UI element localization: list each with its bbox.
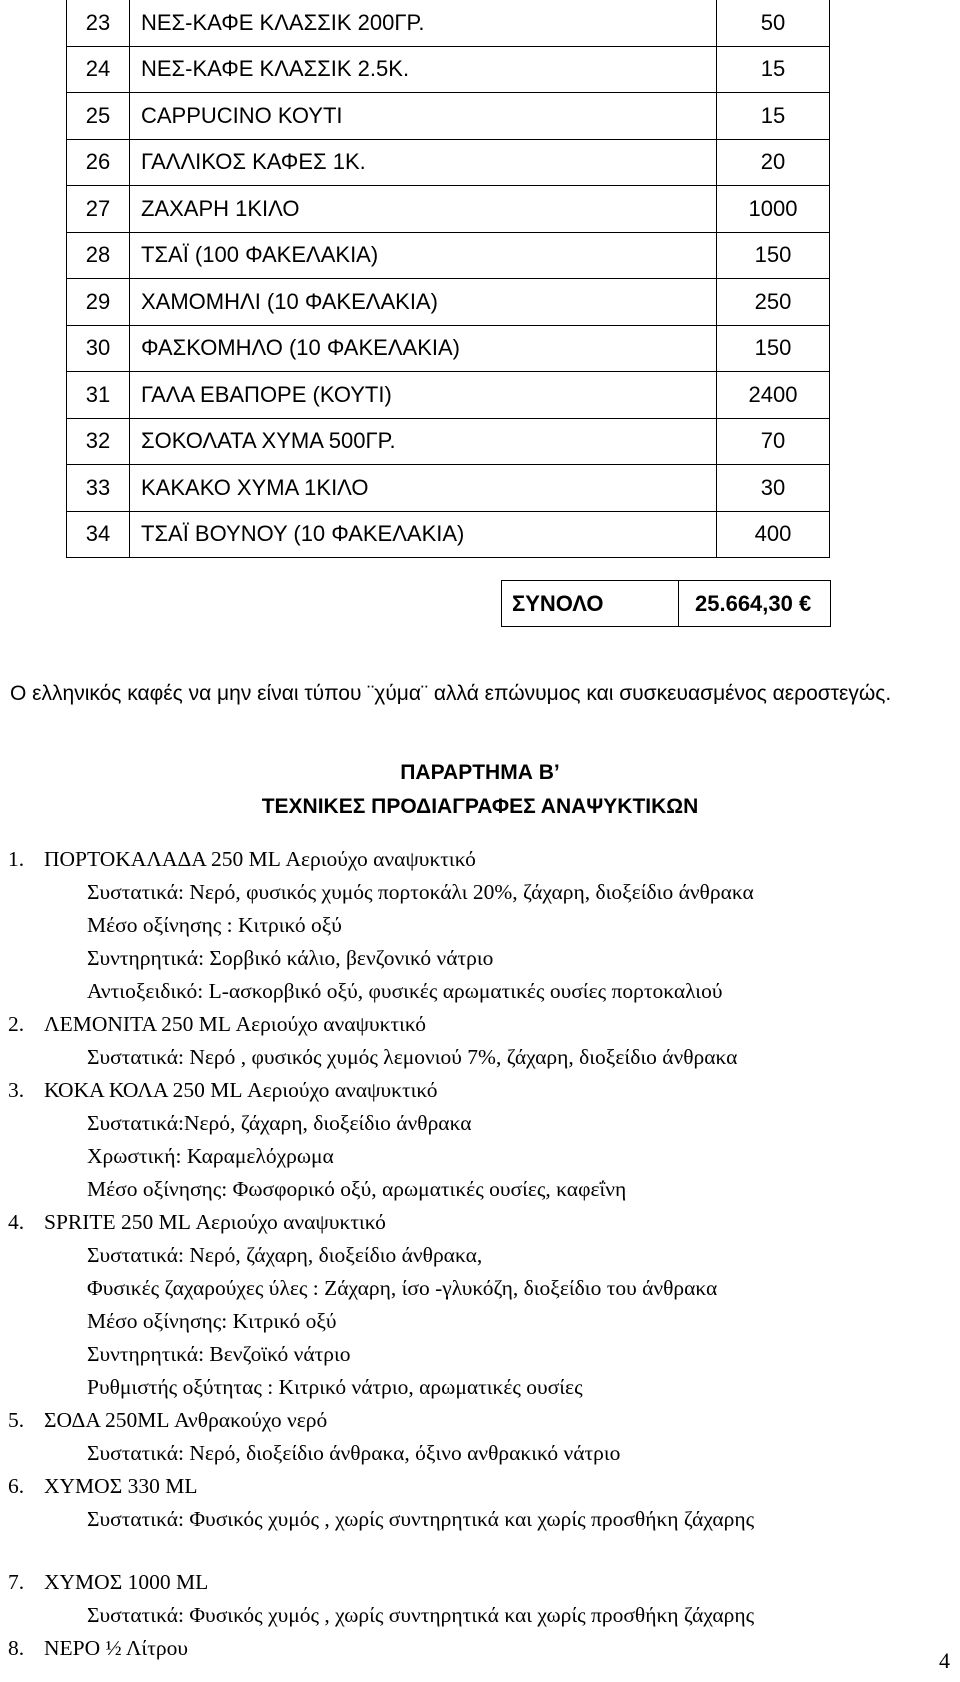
spec-item-title-text: ΧΥΜΟΣ 1000 ML <box>44 1570 209 1594</box>
spec-item-title <box>8 1206 953 1239</box>
item-name: ΤΣΑΪ ΒΟΥΝΟΥ (10 ΦΑΚΕΛΑΚΙΑ) <box>130 511 717 558</box>
spec-detail-line: Χρωστική: Καραμελόχρωμα <box>87 1144 334 1168</box>
spec-item-number: 2. <box>8 1012 25 1036</box>
item-name: ΖΑΧΑΡΗ 1ΚΙΛΟ <box>130 186 717 233</box>
table-row <box>67 93 830 140</box>
spec-detail-line: Συστατικά: Φυσικός χυμός , χωρίς συντηρητικά και χωρίς προσθήκη ζάχαρης <box>87 1603 755 1627</box>
appendix-subtitle: ΤΕΧΝΙΚΕΣ ΠΡΟΔΙΑΓΡΑΦΕΣ ΑΝΑΨΥΚΤΙΚΩΝ <box>261 795 699 818</box>
item-quantity: 1000 <box>717 186 830 233</box>
spec-item-title <box>8 1008 953 1041</box>
item-quantity: 20 <box>717 139 830 186</box>
item-number: 23 <box>67 0 130 46</box>
table-row <box>67 511 830 558</box>
page-number: 4 <box>939 1648 950 1673</box>
item-number: 24 <box>67 46 130 93</box>
coffee-note: Ο ελληνικός καφές να μην είναι τύπου ¨χύμα¨ αλλά επώνυμος και συσκευασμένος αεροστεγώς. <box>10 682 892 705</box>
item-quantity: 2400 <box>717 372 830 419</box>
item-name: ΝΕΣ-ΚΑΦΕ ΚΛΑΣΣΙΚ 2.5Κ. <box>130 46 717 93</box>
item-name: ΝΕΣ-ΚΑΦΕ ΚΛΑΣΣΙΚ 200ΓΡ. <box>130 0 717 46</box>
item-number: 31 <box>67 372 130 419</box>
table-row <box>67 325 830 372</box>
total-value: 25.664,30 € <box>695 590 812 616</box>
spec-detail-line: Συντηρητικά: Σορβικό κάλιο, βενζονικό νάτριο <box>87 946 494 970</box>
spec-item-title <box>8 1632 953 1665</box>
table-row <box>67 418 830 465</box>
spec-detail-line: Συστατικά: Νερό, ζάχαρη, διοξείδιο άνθρακα, <box>87 1243 483 1267</box>
table-row <box>67 0 830 46</box>
item-number: 25 <box>67 93 130 140</box>
item-name: ΚΑΚΑΚΟ ΧΥΜΑ 1ΚΙΛΟ <box>130 465 717 512</box>
table-row <box>67 46 830 93</box>
items-table <box>66 0 830 558</box>
total-label: ΣΥΝΟΛΟ <box>502 581 679 626</box>
spec-detail-line: Συστατικά: Νερό, διοξείδιο άνθρακα, όξινο ανθρακικό νάτριο <box>87 1441 621 1465</box>
spec-item-number: 4. <box>8 1210 25 1234</box>
item-name: ΧΑΜΟΜΗΛΙ (10 ΦΑΚΕΛΑΚΙΑ) <box>130 279 717 326</box>
spec-item-title-text: ΧΥΜΟΣ 330 ML <box>44 1474 198 1498</box>
spec-detail-line: Συστατικά: Νερό, φυσικός χυμός πορτοκάλι 20%, ζάχαρη, διοξείδιο άνθρακα <box>87 880 754 904</box>
item-name: ΤΣΑΪ (100 ΦΑΚΕΛΑΚΙΑ) <box>130 232 717 279</box>
table-row <box>67 232 830 279</box>
spec-detail-line: Ρυθμιστής οξύτητας : Κιτρικό νάτριο, αρωματικές ουσίες <box>87 1375 583 1399</box>
item-quantity: 250 <box>717 279 830 326</box>
item-quantity: 70 <box>717 418 830 465</box>
table-row <box>67 139 830 186</box>
spec-item-title-text: SPRITE 250 ML Αεριούχο αναψυκτικό <box>44 1210 386 1234</box>
spec-item-title <box>8 1404 953 1437</box>
item-name: CAPPUCINO ΚΟΥΤΙ <box>130 93 717 140</box>
item-quantity: 150 <box>717 232 830 279</box>
spec-item-title-text: ΚΟΚΑ ΚΟΛΑ 250 ML Αεριούχο αναψυκτικό <box>44 1078 438 1102</box>
spec-detail-line: Συντηρητικά: Βενζοϊκό νάτριο <box>87 1342 351 1366</box>
item-number: 30 <box>67 325 130 372</box>
item-name: ΓΑΛΑ ΕΒΑΠΟΡΕ (ΚΟΥΤΙ) <box>130 372 717 419</box>
item-number: 32 <box>67 418 130 465</box>
item-number: 33 <box>67 465 130 512</box>
item-quantity: 50 <box>717 0 830 46</box>
spec-item-title <box>8 843 953 876</box>
item-number: 28 <box>67 232 130 279</box>
spec-item-title <box>8 1470 953 1503</box>
table-row <box>67 465 830 512</box>
spec-item-title-text: ΣΟΔΑ 250ML Ανθρακούχο νερό <box>44 1408 328 1432</box>
spec-item-number: 5. <box>8 1408 25 1432</box>
item-quantity: 15 <box>717 46 830 93</box>
table-row <box>67 186 830 233</box>
spec-item-number: 6. <box>8 1474 25 1498</box>
spec-item-title <box>8 1566 953 1599</box>
spec-item-title-text: ΝΕΡΟ ½ Λίτρου <box>44 1636 188 1660</box>
item-quantity: 150 <box>717 325 830 372</box>
spec-item-title-text: ΠΟΡΤΟΚΑΛΑΔΑ 250 ML Αεριούχο αναψυκτικό <box>44 847 476 871</box>
item-name: ΓΑΛΛΙΚΟΣ ΚΑΦΕΣ 1Κ. <box>130 139 717 186</box>
table-row <box>67 279 830 326</box>
item-name: ΦΑΣΚΟΜΗΛΟ (10 ΦΑΚΕΛΑΚΙΑ) <box>130 325 717 372</box>
spec-item-number: 3. <box>8 1078 25 1102</box>
appendix-title: ΠΑΡΑΡΤΗΜΑ Β’ <box>400 761 560 784</box>
spec-list <box>8 843 953 1665</box>
item-number: 26 <box>67 139 130 186</box>
spec-detail-line: Συστατικά: Νερό , φυσικός χυμός λεμονιού 7%, ζάχαρη, διοξείδιο άνθρακα <box>87 1045 738 1069</box>
spec-item-title <box>8 1074 953 1107</box>
spec-detail-line: Φυσικές ζαχαρούχες ύλες : Ζάχαρη, ίσο -γλυκόζη, διοξείδιο του άνθρακα <box>87 1276 718 1300</box>
spec-detail-line: Μέσο οξίνησης : Κιτρικό οξύ <box>87 913 342 937</box>
items-table-body <box>67 0 830 558</box>
item-number: 34 <box>67 511 130 558</box>
spec-item-number: 7. <box>8 1570 25 1594</box>
item-quantity: 15 <box>717 93 830 140</box>
item-name: ΣΟΚΟΛΑΤΑ ΧΥΜΑ 500ΓΡ. <box>130 418 717 465</box>
spec-detail-line: Συστατικά:Νερό, ζάχαρη, διοξείδιο άνθρακα <box>87 1111 472 1135</box>
total-box <box>501 580 831 627</box>
spec-detail-line: Μέσο οξίνησης: Φωσφορικό οξύ, αρωματικές ουσίες, καφεΐνη <box>87 1177 627 1201</box>
spec-item-number: 8. <box>8 1636 25 1660</box>
table-row <box>67 372 830 419</box>
spec-item-title-text: ΛΕΜΟΝΙΤΑ 250 ML Αεριούχο αναψυκτικό <box>44 1012 427 1036</box>
item-quantity: 30 <box>717 465 830 512</box>
spec-detail-line: Συστατικά: Φυσικός χυμός , χωρίς συντηρητικά και χωρίς προσθήκη ζάχαρης <box>87 1507 755 1531</box>
spec-detail-line: Αντιοξειδικό: L-ασκορβικό οξύ, φυσικές αρωματικές ουσίες πορτοκαλιού <box>87 979 723 1003</box>
spec-detail-line: Μέσο οξίνησης: Κιτρικό οξύ <box>87 1309 337 1333</box>
spacer <box>8 1536 953 1566</box>
item-number: 27 <box>67 186 130 233</box>
item-number: 29 <box>67 279 130 326</box>
item-quantity: 400 <box>717 511 830 558</box>
spec-item-number: 1. <box>8 847 25 871</box>
